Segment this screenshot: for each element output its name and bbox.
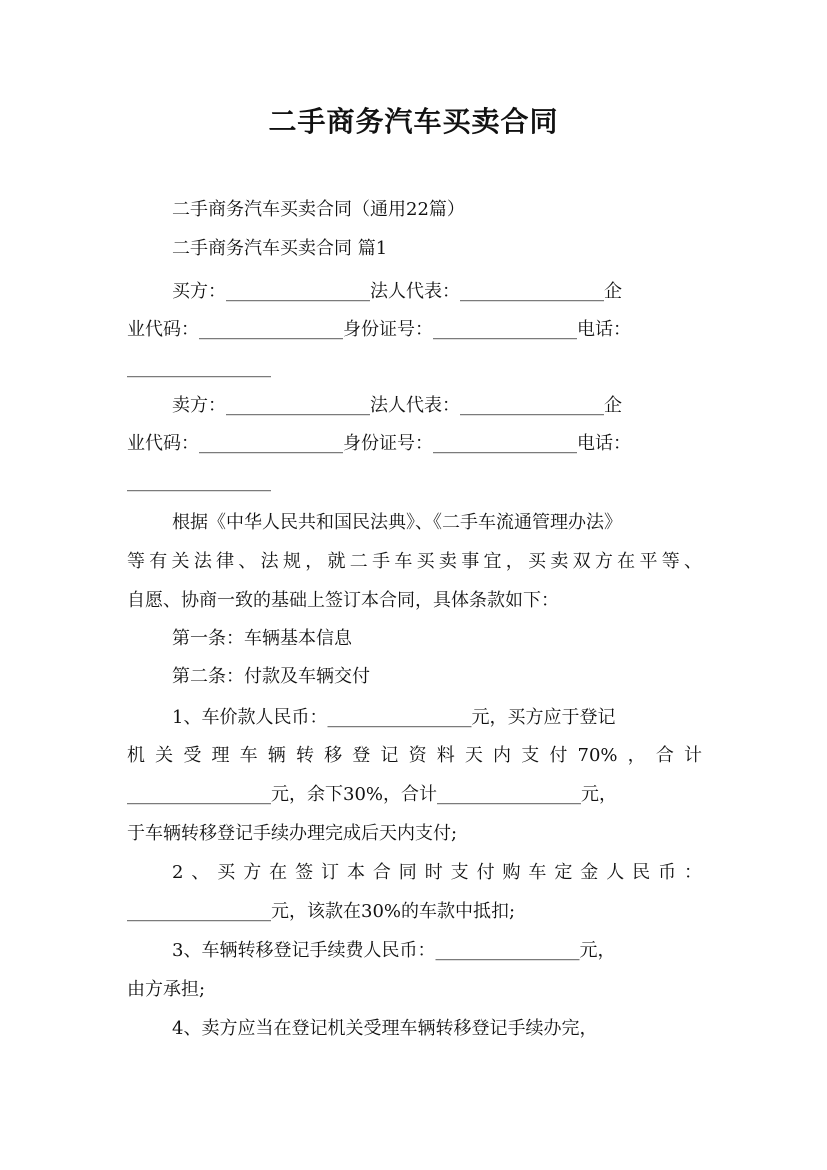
preamble-line-3: 自愿、协商一致的基础上签订本合同，具体条款如下： [127, 590, 559, 611]
seller-line-1: 卖方：________________法人代表：________________企 [172, 395, 622, 416]
preamble-line-1: 根据《中华人民共和国民法典》、《二手车流通管理办法》 [172, 512, 622, 533]
buyer-line-2: 业代码：________________身份证号：________________电话： [127, 319, 631, 340]
clause-1-line-1: 1、车价款人民币：________________元，买方应于登记 [172, 707, 616, 728]
clause-1-line-2: 机关受理车辆转移登记资料天内支付70%，合计 [127, 745, 702, 766]
clause-1-line-4: 于车辆转移登记手续办理完成后天内支付; [127, 823, 458, 844]
seller-line-2: 业代码：________________身份证号：________________电话： [127, 433, 631, 454]
clause-2-line-2: ________________元，该款在30%的车款中抵扣; [127, 901, 516, 922]
preamble-line-2: 等有关法律、法规，就二手车买卖事宜，买卖双方在平等、 [127, 551, 702, 572]
buyer-line-1: 买方：________________法人代表：________________企 [172, 281, 622, 302]
seller-line-3: ________________ [127, 471, 271, 492]
article-1-heading: 第一条：车辆基本信息 [172, 628, 352, 649]
article-2-heading: 第二条：付款及车辆交付 [172, 666, 370, 687]
clause-2-line-1: 2、买方在签订本合同时支付购车定金人民币： [172, 862, 702, 883]
clause-1-line-3: ________________元，余下30%，合计________________元， [127, 784, 618, 805]
buyer-line-3: ________________ [127, 357, 271, 378]
section-heading: 二手商务汽车买卖合同 篇1 [172, 238, 388, 259]
clause-3-line-1: 3、车辆转移登记手续费人民币：________________元， [172, 940, 616, 961]
document-title: 二手商务汽车买卖合同 [268, 105, 559, 138]
subtitle-line: 二手商务汽车买卖合同（通用22篇） [172, 199, 465, 220]
clause-4-line-1: 4、卖方应当在登记机关受理车辆转移登记手续办完， [172, 1018, 598, 1039]
clause-3-line-2: 由方承担; [127, 979, 206, 1000]
